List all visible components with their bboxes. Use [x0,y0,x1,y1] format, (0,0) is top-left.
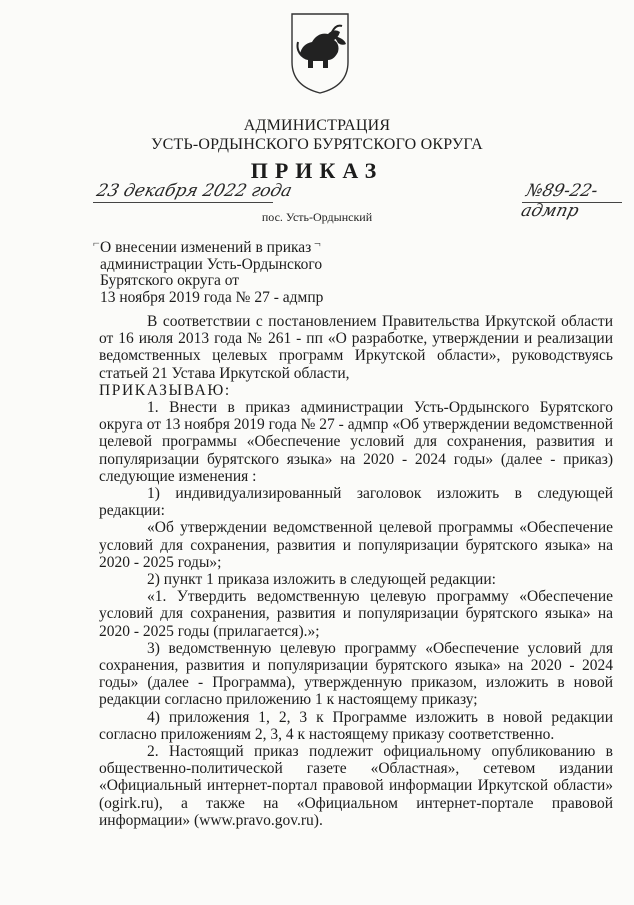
coat-of-arms-icon [288,10,352,96]
subitem-1-paragraph: 1) индивидуализированный заголовок изложить в следующей редакции: [99,485,613,520]
subject-bracket-right: ¬ [314,236,321,250]
subject-line: Бурятского округа от [100,272,240,289]
org-name-line1: АДМИНИСТРАЦИЯ [243,117,391,134]
order-word: ПРИКАЗЫВАЮ: [99,381,231,399]
subitem-2-paragraph: 2) пункт 1 приказа изложить в следующей редакции: [147,571,496,589]
subitem-1-quote: «Об утверждении ведомственной целевой программы «Обеспечение условий для сохранения, развития и популяризации бурятского языка» на 2020 - 2025 годы»; [99,519,613,571]
subitem-4-paragraph: 4) приложения 1, 2, 3 к Программе изложить в новой редакции согласно приложениям 2, 3, 4 к настоящему приказу соответственно. [99,708,613,743]
subject-line: администрации Усть-Ордынского [100,255,323,273]
document-title: ПРИКАЗ [250,158,384,183]
handwritten-date: 23 декабря 2022 года [94,181,294,201]
date-underline [93,202,273,203]
preamble-paragraph: В соответствии с постановлением Правительства Иркутской области от 16 июля 2013 года № 261 - пп «О разработке, утверждении и реализации ведомственных целевых программ Иркутской области», руководствуясь статьей 21 Устава Иркутской области, [99,313,613,382]
subject-block [100,240,360,306]
number-underline [522,202,622,203]
subitem-3-paragraph: 3) ведомственную целевую программу «Обеспечение условий для сохранения, развития и популяризации бурятского языка» на 2020 - 2024 годы» (далее - Программа), утвержденную приказом, изложить в новой редакции согласно приложению 1 к настоящему приказу; [99,639,613,709]
subject-line: 13 ноября 2019 года № 27 - адмпр [100,288,324,306]
document-body [99,313,613,829]
item-1-paragraph: 1. Внести в приказ администрации Усть-Ордынского Бурятского округа от 13 ноября 2019 года № 27 - адмпр «Об утверждении ведомственной целевой программы «Обеспечение условий для сохранения, развития и популяризации бурятского языка» на 2020 - 2024 годы» (далее - приказ) следующие изменения : [99,399,613,485]
handwritten-number: №89-22-адмпр [519,181,600,221]
item-2-paragraph: 2. Настоящий приказ подлежит официальному опубликованию в общественно-политической газете «Областная», сетевом издании «Официальный интернет-портал правовой информации Иркутской области» (ogirk.ru), а также на «Официальном интернет-портале правовой информации» (www.pravo.gov.ru). [99,743,613,829]
subitem-2-quote: «1. Утвердить ведомственную целевую программу «Обеспечение условий для сохранения, развития и популяризации бурятского языка» на 2020 - 2025 годы (прилагается).»; [99,588,613,640]
place-of-issue: пос. Усть-Ордынский [261,210,373,224]
subject-bracket-left: ⌐ [93,236,100,250]
subject-line: О внесении изменений в приказ [100,239,312,256]
org-name-line2: УСТЬ-ОРДЫНСКОГО БУРЯТСКОГО ОКРУГА [151,136,483,153]
